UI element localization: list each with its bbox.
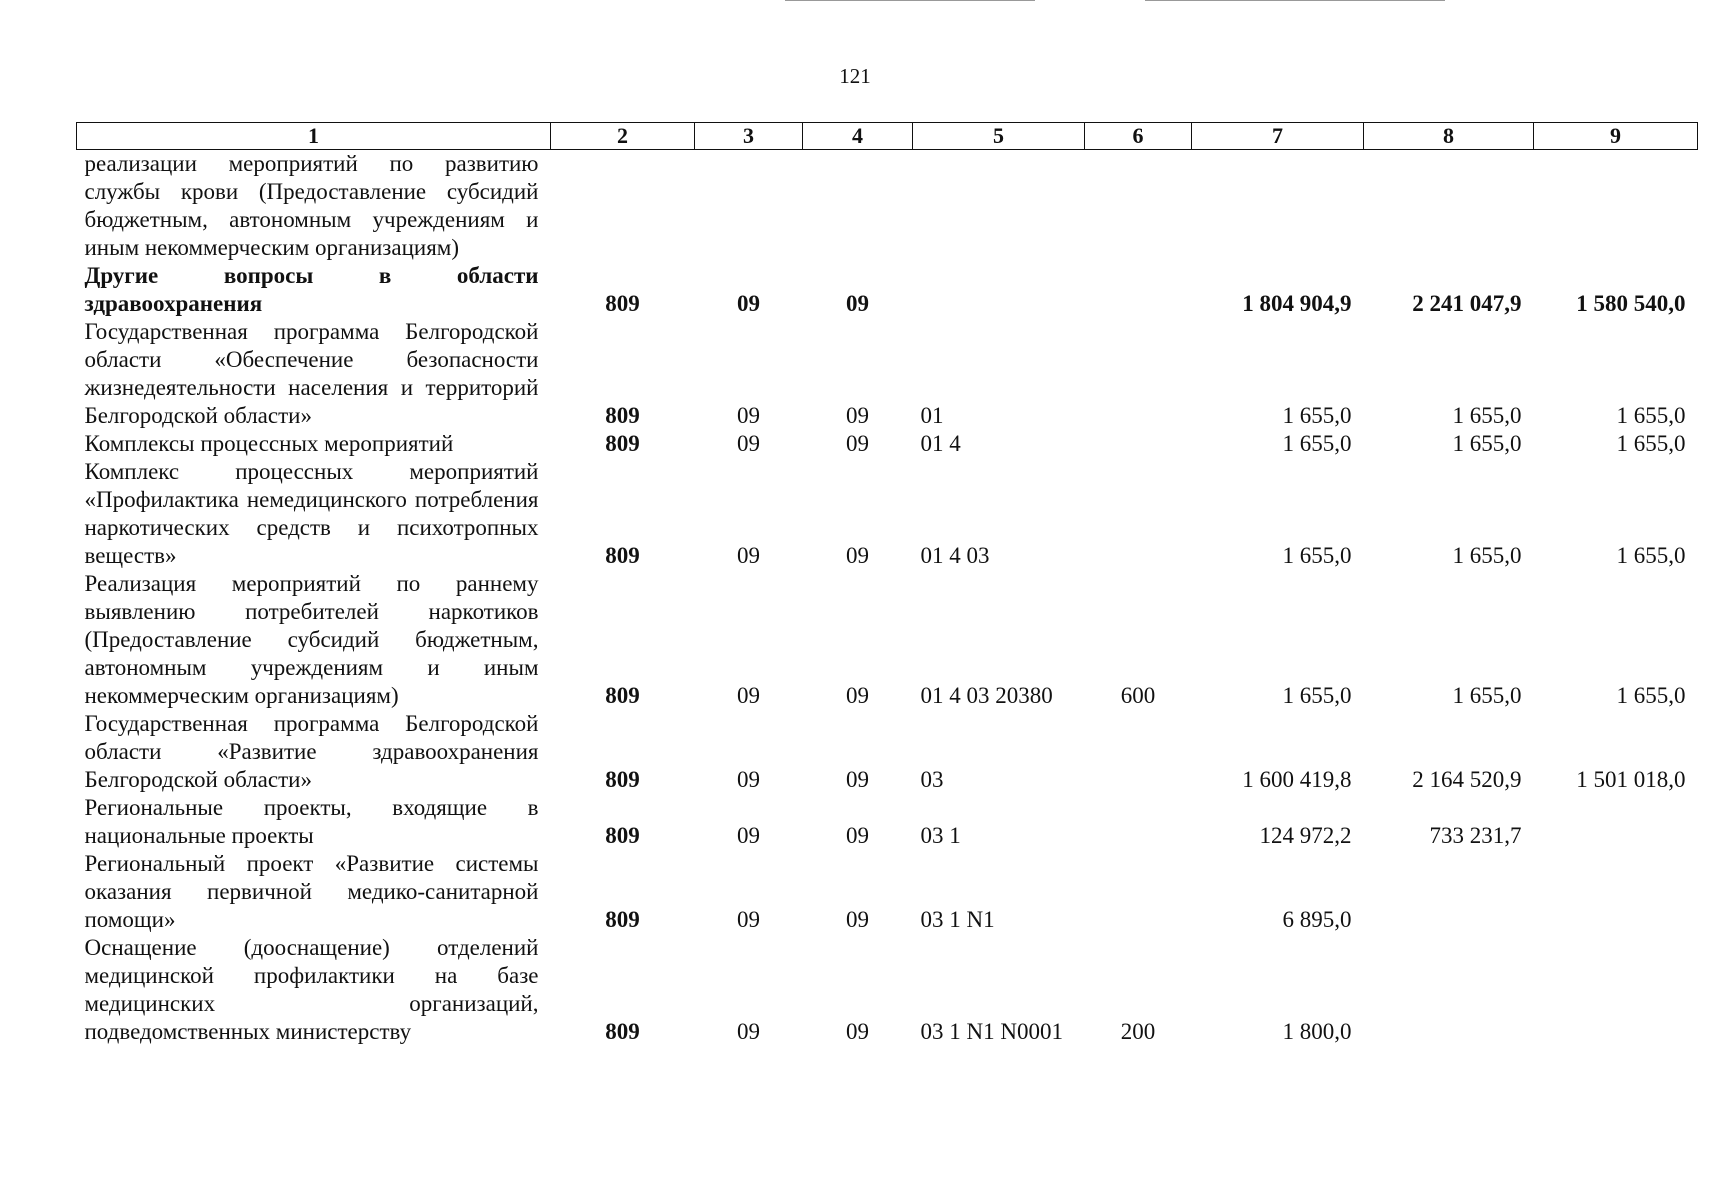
cell-expense-type (1085, 850, 1192, 934)
cell-expense-type (1085, 430, 1192, 458)
cell-amount-8: 733 231,7 (1429, 823, 1522, 848)
cell-amount-9: 1 655,0 (1616, 683, 1686, 708)
cell-subsection: 09 (846, 431, 869, 456)
cell-expense-type (1085, 458, 1192, 570)
cell-target-article: 01 4 (920, 431, 961, 456)
cell-subsection: 09 (846, 823, 869, 848)
cell-subsection: 09 (846, 403, 869, 428)
cell-amount-8 (1364, 150, 1534, 263)
column-header: 5 (913, 123, 1085, 150)
table-row (77, 318, 1698, 430)
cell-amount-9: 1 655,0 (1616, 543, 1686, 568)
row-description: Реализация мероприятий по раннему выявлению потребителей наркотиков (Предоставление субсидий бюджетным, автономным учреждениям и иным некоммерческим организациям) (84, 571, 539, 708)
table-body (77, 150, 1698, 1047)
row-description: Региональный проект «Развитие системы оказания первичной медико-санитарной помощи» (84, 851, 539, 932)
cell-subsection: 09 (846, 907, 869, 932)
cell-amount-7: 1 655,0 (1282, 543, 1352, 568)
table-row (77, 150, 1698, 263)
cell-section (695, 150, 803, 263)
cell-section: 09 (737, 543, 760, 568)
cell-code (551, 150, 695, 263)
cell-amount-8: 1 655,0 (1452, 683, 1522, 708)
row-description: Другие вопросы в области здравоохранения (84, 263, 539, 316)
page-number: 121 (839, 64, 871, 88)
cell-section: 09 (737, 431, 760, 456)
row-description: Региональные проекты, входящие в национальные проекты (84, 795, 539, 848)
cell-amount-7: 6 895,0 (1282, 907, 1352, 932)
cell-subsection: 09 (846, 291, 869, 316)
table-row (77, 794, 1698, 850)
cell-amount-9 (1534, 934, 1698, 1046)
cell-code: 809 (605, 543, 640, 568)
cell-target-article (913, 262, 1085, 318)
cell-subsection (803, 150, 913, 263)
cell-expense-type: 600 (1120, 683, 1156, 708)
cell-expense-type (1085, 710, 1192, 794)
cell-target-article: 03 (920, 767, 944, 792)
scan-artifact-line (785, 0, 1035, 1)
cell-amount-9 (1534, 794, 1698, 850)
header-row (77, 123, 1698, 150)
row-description: Оснащение (дооснащение) отделений медицинской профилактики на базе медицинских организаций, подведомственных министерству (84, 935, 539, 1044)
cell-target-article: 01 (920, 403, 944, 428)
table-row (77, 850, 1698, 934)
cell-target-article: 03 1 (920, 823, 961, 848)
cell-target-article (913, 150, 1085, 263)
cell-amount-9 (1534, 150, 1698, 263)
cell-amount-7: 124 972,2 (1259, 823, 1352, 848)
row-description: Государственная программа Белгородской области «Развитие здравоохранения Белгородской области» (84, 711, 539, 792)
cell-expense-type: 200 (1120, 1019, 1156, 1044)
cell-subsection: 09 (846, 767, 869, 792)
cell-amount-7: 1 655,0 (1282, 403, 1352, 428)
cell-amount-7: 1 655,0 (1282, 683, 1352, 708)
column-header: 6 (1085, 123, 1192, 150)
cell-section: 09 (737, 403, 760, 428)
row-description: Комплексы процессных мероприятий (84, 431, 454, 456)
cell-amount-8: 1 655,0 (1452, 403, 1522, 428)
cell-code: 809 (605, 683, 640, 708)
cell-target-article: 01 4 03 20380 (920, 683, 1053, 708)
cell-subsection: 09 (846, 683, 869, 708)
cell-code: 809 (605, 907, 640, 932)
table-row (77, 458, 1698, 570)
cell-section: 09 (737, 1019, 760, 1044)
scan-artifact-line (1145, 0, 1445, 1)
cell-amount-9: 1 655,0 (1616, 403, 1686, 428)
cell-section: 09 (737, 823, 760, 848)
cell-expense-type (1085, 318, 1192, 430)
cell-expense-type (1085, 794, 1192, 850)
cell-amount-7 (1192, 150, 1364, 263)
cell-target-article: 03 1 N1 N0001 (920, 1019, 1063, 1044)
budget-table (76, 122, 1698, 1046)
cell-section: 09 (737, 291, 760, 316)
cell-amount-9: 1 580 540,0 (1576, 291, 1686, 316)
cell-amount-7: 1 800,0 (1282, 1019, 1352, 1044)
cell-amount-9: 1 655,0 (1616, 431, 1686, 456)
cell-subsection: 09 (846, 543, 869, 568)
cell-section: 09 (737, 767, 760, 792)
column-header: 7 (1192, 123, 1364, 150)
cell-code: 809 (605, 431, 640, 456)
cell-amount-7: 1 804 904,9 (1242, 291, 1352, 316)
cell-amount-8: 1 655,0 (1452, 543, 1522, 568)
cell-amount-9 (1534, 850, 1698, 934)
cell-section: 09 (737, 907, 760, 932)
row-description: реализации мероприятий по развитию службы крови (Предоставление субсидий бюджетным, автономным учреждениям и иным некоммерческим организациям) (84, 151, 539, 260)
cell-amount-7: 1 600 419,8 (1242, 767, 1352, 792)
cell-amount-8 (1364, 850, 1534, 934)
column-header: 9 (1534, 123, 1698, 150)
column-header: 4 (803, 123, 913, 150)
cell-code: 809 (605, 767, 640, 792)
cell-code: 809 (605, 291, 640, 316)
cell-amount-8 (1364, 934, 1534, 1046)
cell-target-article: 03 1 N1 (920, 907, 995, 932)
table-row (77, 570, 1698, 710)
column-header: 1 (77, 123, 551, 150)
cell-target-article: 01 4 03 (920, 543, 990, 568)
column-header: 3 (695, 123, 803, 150)
row-description: Государственная программа Белгородской области «Обеспечение безопасности жизнедеятельности населения и территорий Белгородской области» (84, 319, 539, 428)
cell-code: 809 (605, 403, 640, 428)
cell-amount-7: 1 655,0 (1282, 431, 1352, 456)
table-row (77, 430, 1698, 458)
table-row (77, 710, 1698, 794)
table-row (77, 934, 1698, 1046)
cell-expense-type (1085, 262, 1192, 318)
cell-code: 809 (605, 823, 640, 848)
column-header: 8 (1364, 123, 1534, 150)
cell-amount-8: 2 164 520,9 (1412, 767, 1522, 792)
cell-section: 09 (737, 683, 760, 708)
cell-amount-9: 1 501 018,0 (1576, 767, 1686, 792)
cell-subsection: 09 (846, 1019, 869, 1044)
cell-amount-8: 2 241 047,9 (1412, 291, 1522, 316)
row-description: Комплекс процессных мероприятий «Профилактика немедицинского потребления наркотических средств и психотропных веществ» (84, 459, 539, 568)
cell-code: 809 (605, 1019, 640, 1044)
cell-expense-type (1085, 150, 1192, 263)
column-header: 2 (551, 123, 695, 150)
table-row (77, 262, 1698, 318)
cell-amount-8: 1 655,0 (1452, 431, 1522, 456)
